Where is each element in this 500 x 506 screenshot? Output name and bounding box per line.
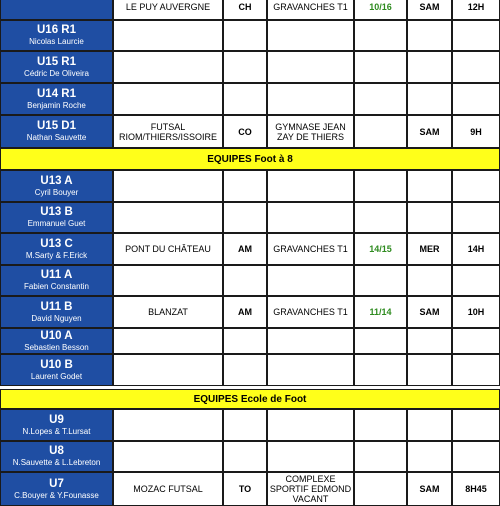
table-row-u15-d1 [0, 115, 500, 148]
hour-cell [452, 170, 500, 202]
location-cell: TO [223, 472, 267, 506]
hour-cell: 14H [452, 233, 500, 265]
opponent-cell [113, 170, 223, 202]
opponent-cell [113, 409, 223, 441]
coach-name: Nicolas Laurcie [29, 37, 84, 46]
team-code: U10 B [40, 358, 73, 371]
hour-cell [452, 441, 500, 472]
team-cell [0, 202, 113, 233]
section-header: EQUIPES Foot à 8 [0, 148, 500, 170]
venue-cell: GRAVANCHES T1 [267, 296, 354, 328]
venue-cell [267, 328, 354, 354]
venue-cell [267, 409, 354, 441]
team-cell [0, 51, 113, 83]
table-row-u13-c [0, 233, 500, 265]
venue-cell [267, 51, 354, 83]
team-code: U13 B [40, 206, 73, 218]
day-cell [407, 441, 452, 472]
team-cell [0, 296, 113, 328]
coach-name: Fabien Constantin [24, 282, 89, 291]
time-range-cell [354, 20, 407, 51]
time-range-cell [354, 265, 407, 296]
location-cell [223, 51, 267, 83]
day-cell: SAM [407, 472, 452, 506]
opponent-cell: MOZAC FUTSAL [113, 472, 223, 506]
team-code: U11 B [40, 300, 73, 313]
day-cell [407, 354, 452, 386]
opponent-cell [113, 265, 223, 296]
opponent-cell [113, 354, 223, 386]
venue-cell [267, 170, 354, 202]
hour-cell [452, 265, 500, 296]
day-cell [407, 83, 452, 115]
hour-cell [452, 83, 500, 115]
day-cell: SAM [407, 296, 452, 328]
coach-name: Cyril Bouyer [34, 187, 79, 197]
time-range-cell: 11/14 [354, 296, 407, 328]
time-range-cell: 14/15 [354, 233, 407, 265]
location-cell [223, 328, 267, 354]
table-row-u15-r1 [0, 51, 500, 83]
hour-cell [452, 354, 500, 386]
table-row-u13-b [0, 202, 500, 233]
team-code: U13 A [40, 174, 73, 187]
coach-name: N.Lopes & T.Lursat [22, 426, 91, 436]
opponent-cell [113, 202, 223, 233]
hour-cell [452, 51, 500, 83]
opponent-cell: FUTSAL RIOM/THIERS/ISSOIRE [113, 115, 223, 148]
coach-name: N.Sauvette & L.Lebreton [12, 458, 101, 467]
opponent-cell: LE PUY AUVERGNE [113, 0, 223, 20]
location-cell [223, 354, 267, 386]
team-code: U16 R1 [37, 24, 76, 36]
team-code: U15 D1 [37, 120, 76, 132]
table-row-u11-b [0, 296, 500, 328]
location-cell [223, 409, 267, 441]
team-code: U14 R1 [37, 87, 76, 100]
team-code: U9 [49, 413, 64, 426]
table-row [0, 0, 500, 20]
time-range-cell [354, 83, 407, 115]
team-cell [0, 328, 113, 354]
coach-name: Nathan Sauvette [26, 133, 87, 142]
location-cell: CO [223, 115, 267, 148]
opponent-cell [113, 328, 223, 354]
hour-cell: 12H [452, 0, 500, 20]
team-cell [0, 409, 113, 441]
team-cell [0, 354, 113, 386]
team-cell [0, 472, 113, 506]
venue-cell: COMPLEXE SPORTIF EDMOND VACANT [267, 472, 354, 506]
time-range-cell: 10/16 [354, 0, 407, 20]
hour-cell: 8H45 [452, 472, 500, 506]
table-row-u9 [0, 409, 500, 441]
team-code: U7 [49, 477, 64, 490]
location-cell: AM [223, 296, 267, 328]
opponent-cell [113, 51, 223, 83]
location-cell: CH [223, 0, 267, 20]
team-cell [0, 20, 113, 51]
day-cell [407, 51, 452, 83]
venue-cell [267, 83, 354, 115]
day-cell [407, 328, 452, 354]
day-cell: MER [407, 233, 452, 265]
time-range-cell [354, 115, 407, 148]
venue-cell [267, 265, 354, 296]
opponent-cell [113, 83, 223, 115]
team-code: U15 R1 [37, 55, 76, 68]
team-code: U10 A [40, 329, 73, 342]
hour-cell: 9H [452, 115, 500, 148]
opponent-cell [113, 20, 223, 51]
venue-cell: GRAVANCHES T1 [267, 233, 354, 265]
team-code: U13 C [40, 237, 73, 250]
day-cell: SAM [407, 0, 452, 20]
location-cell [223, 202, 267, 233]
team-code: U11 A [40, 269, 73, 281]
coach-name: C.Bouyer & Y.Founasse [14, 490, 99, 500]
day-cell [407, 170, 452, 202]
hour-cell: 10H [452, 296, 500, 328]
table-row-u11-a [0, 265, 500, 296]
coach-name: Sebastien Besson [24, 342, 89, 352]
table-row-u8 [0, 441, 500, 472]
hour-cell [452, 20, 500, 51]
location-cell [223, 170, 267, 202]
table-row-u10-b [0, 354, 500, 386]
team-cell [0, 441, 113, 472]
venue-cell [267, 20, 354, 51]
team-cell [0, 83, 113, 115]
hour-cell [452, 409, 500, 441]
team-cell [0, 265, 113, 296]
team-cell [0, 233, 113, 265]
location-cell [223, 441, 267, 472]
location-cell: AM [223, 233, 267, 265]
opponent-cell [113, 441, 223, 472]
coach-name: M.Sarty & F.Erick [25, 250, 88, 260]
day-cell [407, 202, 452, 233]
opponent-cell: PONT DU CHÂTEAU [113, 233, 223, 265]
day-cell: SAM [407, 115, 452, 148]
time-range-cell [354, 202, 407, 233]
location-cell [223, 83, 267, 115]
day-cell [407, 265, 452, 296]
venue-cell [267, 354, 354, 386]
hour-cell [452, 328, 500, 354]
venue-cell [267, 202, 354, 233]
coach-name: Emmanuel Guet [27, 219, 86, 228]
table-row-u16-r1 [0, 20, 500, 51]
opponent-cell: BLANZAT [113, 296, 223, 328]
coach-name: Cédric De Oliveira [24, 68, 89, 78]
venue-cell [267, 441, 354, 472]
venue-cell: GRAVANCHES T1 [267, 0, 354, 20]
time-range-cell [354, 170, 407, 202]
time-range-cell [354, 409, 407, 441]
coach-name: Laurent Godet [30, 371, 83, 381]
location-cell [223, 265, 267, 296]
section-header: EQUIPES Ecole de Foot [0, 389, 500, 409]
day-cell [407, 409, 452, 441]
location-cell [223, 20, 267, 51]
table-row-u14-r1 [0, 83, 500, 115]
table-row-u7 [0, 472, 500, 506]
team-cell [0, 115, 113, 148]
coach-name: David Nguyen [31, 313, 82, 323]
table-row-u10-a [0, 328, 500, 354]
time-range-cell [354, 51, 407, 83]
venue-cell: GYMNASE JEAN ZAY DE THIERS [267, 115, 354, 148]
team-cell [0, 170, 113, 202]
time-range-cell [354, 354, 407, 386]
table-row-u13-a [0, 170, 500, 202]
hour-cell [452, 202, 500, 233]
time-range-cell [354, 328, 407, 354]
team-cell [0, 0, 113, 20]
coach-name: Benjamin Roche [27, 100, 86, 110]
time-range-cell [354, 472, 407, 506]
day-cell [407, 20, 452, 51]
team-code: U8 [49, 445, 64, 457]
time-range-cell [354, 441, 407, 472]
